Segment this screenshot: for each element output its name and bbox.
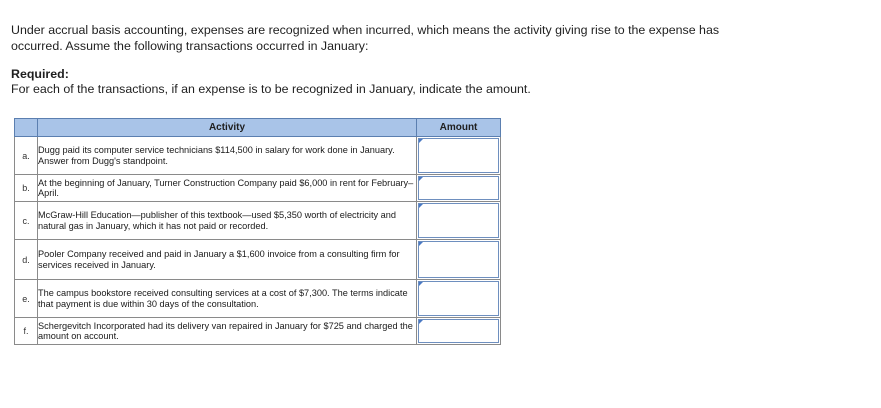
activity-header: Activity xyxy=(38,119,417,137)
table-row xyxy=(15,137,501,175)
amount-cell xyxy=(417,202,501,240)
table-row xyxy=(15,318,501,345)
table-row xyxy=(15,202,501,240)
row-letter: d. xyxy=(15,240,38,280)
row-letter: c. xyxy=(15,202,38,240)
table-row xyxy=(15,175,501,202)
amount-cell xyxy=(417,240,501,280)
amount-input-d[interactable] xyxy=(418,241,499,278)
table-row xyxy=(15,240,501,280)
row-description: McGraw-Hill Education—publisher of this textbook—used $5,350 worth of electricity and natural gas in January, which it has not paid or recorded. xyxy=(38,202,417,240)
row-description: Dugg paid its computer service technicians $114,500 in salary for work done in January. Answer from Dugg's standpoint. xyxy=(38,137,417,175)
amount-input-a[interactable] xyxy=(418,138,499,173)
amount-cell xyxy=(417,175,501,202)
row-description: Pooler Company received and paid in January a $1,600 invoice from a consulting firm for services received in January. xyxy=(38,240,417,280)
required-heading: Required: xyxy=(11,67,69,81)
amount-header: Amount xyxy=(417,119,501,137)
amount-cell xyxy=(417,280,501,318)
amount-cell xyxy=(417,318,501,345)
amount-cell xyxy=(417,137,501,175)
row-description: Schergevitch Incorporated had its delivery van repaired in January for $725 and charged the amount on account. xyxy=(38,318,417,345)
letter-header xyxy=(15,119,38,137)
row-letter: f. xyxy=(15,318,38,345)
row-letter: e. xyxy=(15,280,38,318)
amount-input-b[interactable] xyxy=(418,176,499,200)
table-header-row xyxy=(15,119,501,137)
transactions-table xyxy=(14,118,501,345)
table-row xyxy=(15,280,501,318)
row-description: The campus bookstore received consulting services at a cost of $7,300. The terms indicate that payment is due within 30 days of the consultation. xyxy=(38,280,417,318)
amount-input-e[interactable] xyxy=(418,281,499,316)
amount-input-c[interactable] xyxy=(418,203,499,238)
amount-input-f[interactable] xyxy=(418,319,499,343)
intro-text: Under accrual basis accounting, expenses are recognized when incurred, which means the activity giving rise to the expense has occurred. Assume the following transactions occurred in January: xyxy=(11,23,720,53)
row-letter: b. xyxy=(15,175,38,202)
required-instructions: For each of the transactions, if an expense is to be recognized in January, indicate the amount. xyxy=(11,82,531,96)
row-description: At the beginning of January, Turner Construction Company paid $6,000 in rent for February–April. xyxy=(38,175,417,202)
row-letter: a. xyxy=(15,137,38,175)
